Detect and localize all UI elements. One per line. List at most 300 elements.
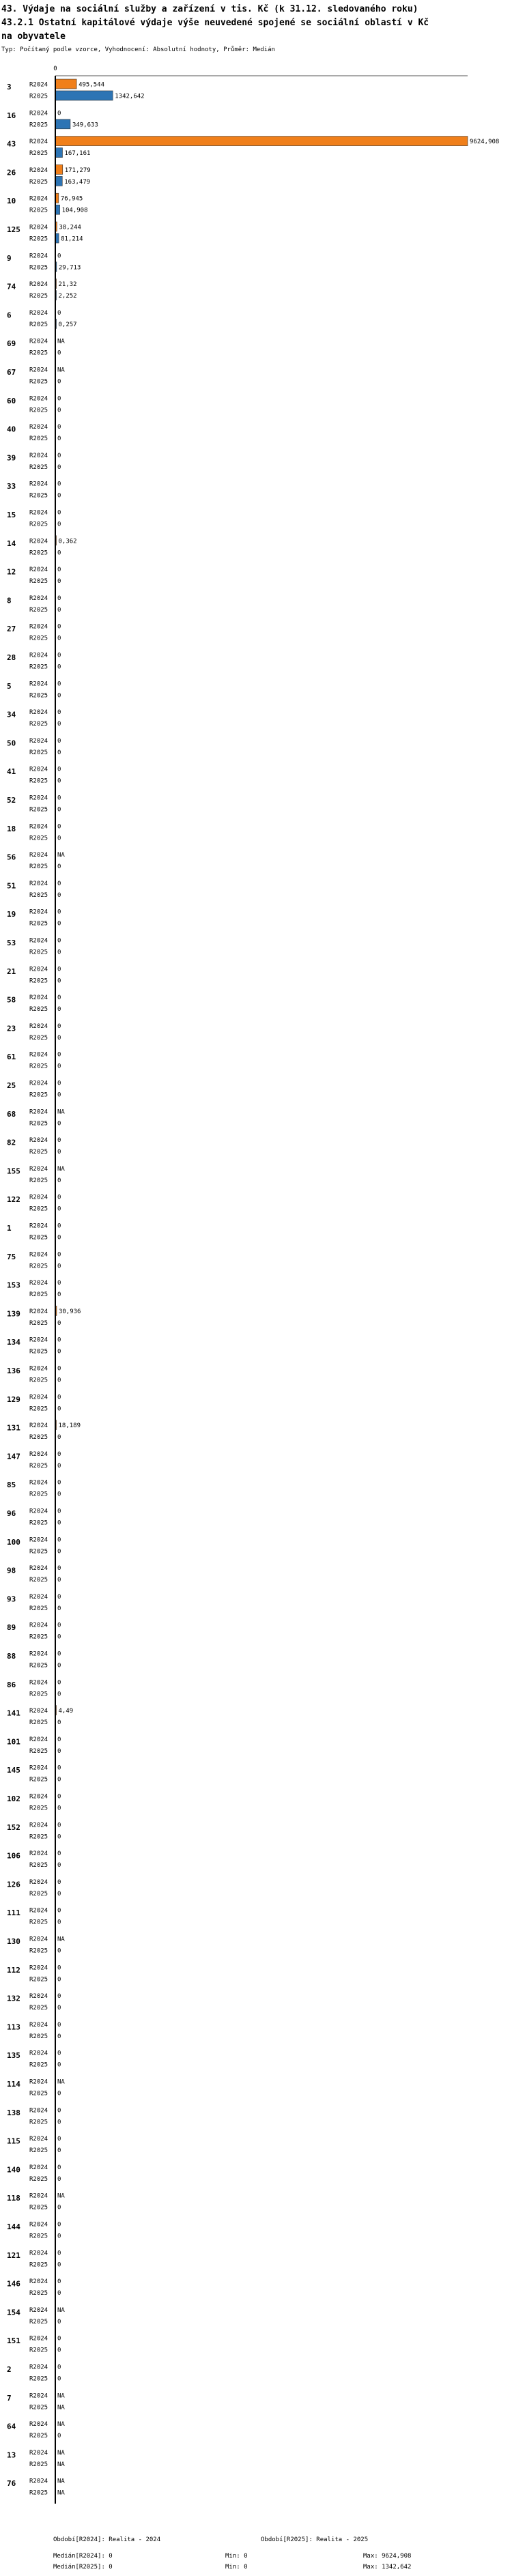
period-label-r2024: R2024 bbox=[29, 509, 48, 517]
value-label-r2025: NA bbox=[57, 2461, 65, 2468]
period-label-r2024: R2024 bbox=[29, 1222, 48, 1230]
value-label-r2025: 0 bbox=[57, 663, 61, 671]
period-label-r2025: R2025 bbox=[29, 1063, 48, 1070]
period-label-r2025: R2025 bbox=[29, 150, 48, 158]
period-label-r2025: R2025 bbox=[29, 1263, 48, 1270]
category-label: 121 bbox=[7, 2250, 20, 2260]
value-label-r2025: 0 bbox=[57, 2175, 61, 2183]
period-label-r2025: R2025 bbox=[29, 1291, 48, 1299]
category-label: 151 bbox=[7, 2336, 20, 2346]
period-label-r2024: R2024 bbox=[29, 309, 48, 317]
value-label-r2025: 163,479 bbox=[64, 178, 91, 186]
category-label: 129 bbox=[7, 1394, 20, 1404]
value-label-r2024: 4,49 bbox=[58, 1708, 74, 1715]
value-label-r2025: 0 bbox=[57, 1890, 61, 1898]
period-label-r2025: R2025 bbox=[29, 863, 48, 871]
period-label-r2025: R2025 bbox=[29, 121, 48, 129]
category-label: 146 bbox=[7, 2279, 20, 2289]
period-label-r2024: R2024 bbox=[29, 2278, 48, 2286]
category-label: 19 bbox=[7, 910, 16, 919]
period-label-r2024: R2024 bbox=[29, 1508, 48, 1515]
category-label: 1 bbox=[7, 1224, 12, 1233]
bar-r2025 bbox=[55, 91, 113, 100]
period-label-r2025: R2025 bbox=[29, 2119, 48, 2126]
bar-r2024 bbox=[55, 137, 468, 146]
category-label: 101 bbox=[7, 1737, 20, 1747]
category-label: 88 bbox=[7, 1652, 16, 1661]
period-label-r2024: R2024 bbox=[29, 1936, 48, 1943]
category-label: 16 bbox=[7, 111, 16, 120]
value-label-r2024: 0 bbox=[57, 1764, 61, 1772]
category-label: 12 bbox=[7, 567, 16, 577]
period-label-r2025: R2025 bbox=[29, 835, 48, 842]
value-label-r2024: 0 bbox=[57, 737, 61, 745]
value-label-r2025: 0 bbox=[57, 863, 61, 871]
category-label: 75 bbox=[7, 1252, 16, 1261]
value-label-r2025: 104,908 bbox=[61, 207, 88, 214]
value-label-r2024: 0 bbox=[57, 1907, 61, 1915]
value-label-r2025: 349,633 bbox=[72, 121, 98, 129]
period-label-r2025: R2025 bbox=[29, 492, 48, 500]
period-label-r2025: R2025 bbox=[29, 1405, 48, 1413]
value-label-r2025: 0 bbox=[57, 2147, 61, 2155]
period-label-r2024: R2024 bbox=[29, 737, 48, 745]
category-label: 140 bbox=[7, 2165, 20, 2175]
value-label-r2025: 0 bbox=[57, 378, 61, 386]
period-label-r2024: R2024 bbox=[29, 1993, 48, 2001]
category-label: 21 bbox=[7, 967, 16, 976]
category-label: 13 bbox=[7, 2450, 16, 2460]
value-label-r2025: 0 bbox=[57, 1833, 61, 1841]
value-label-r2025: 0 bbox=[57, 1662, 61, 1670]
period-label-r2025: R2025 bbox=[29, 606, 48, 614]
value-label-r2024: NA bbox=[57, 338, 65, 345]
value-label-r2025: 0 bbox=[57, 1776, 61, 1784]
value-label-r2024: 171,279 bbox=[64, 167, 91, 174]
category-label: 111 bbox=[7, 1908, 20, 1918]
value-label-r2024: NA bbox=[57, 2478, 65, 2485]
category-label: 50 bbox=[7, 739, 16, 748]
median-r2024: Medián[R2024]: 0 bbox=[53, 2553, 113, 2560]
period-label-r2025: R2025 bbox=[29, 1776, 48, 1784]
category-label: 26 bbox=[7, 168, 16, 177]
value-label-r2025: 0 bbox=[57, 1434, 61, 1442]
category-label: 138 bbox=[7, 2108, 20, 2117]
period-label-r2025: R2025 bbox=[29, 777, 48, 785]
category-label: 154 bbox=[7, 2308, 20, 2317]
period-label-r2025: R2025 bbox=[29, 1633, 48, 1641]
value-label-r2025: 0 bbox=[57, 2290, 61, 2298]
value-label-r2024: NA bbox=[57, 367, 65, 374]
period-label-r2024: R2024 bbox=[29, 2364, 48, 2371]
period-label-r2024: R2024 bbox=[29, 2192, 48, 2200]
value-label-r2024: 0 bbox=[57, 652, 61, 659]
period-label-r2024: R2024 bbox=[29, 852, 48, 859]
value-label-r2024: 0 bbox=[57, 481, 61, 488]
category-label: 139 bbox=[7, 1309, 20, 1319]
period-label-r2024: R2024 bbox=[29, 1679, 48, 1687]
value-label-r2025: 0 bbox=[57, 435, 61, 443]
value-label-r2024: 0 bbox=[57, 1593, 61, 1601]
value-label-r2024: 0 bbox=[57, 2364, 61, 2371]
period-label-r2025: R2025 bbox=[29, 2090, 48, 2098]
value-label-r2025: 0 bbox=[57, 1319, 61, 1327]
period-label-r2024: R2024 bbox=[29, 880, 48, 887]
value-label-r2024: 0 bbox=[57, 2278, 61, 2286]
period-label-r2024: R2024 bbox=[29, 2078, 48, 2086]
period-label-r2025: R2025 bbox=[29, 1976, 48, 1984]
period-label-r2024: R2024 bbox=[29, 1593, 48, 1601]
category-label: 7 bbox=[7, 2393, 12, 2403]
value-label-r2024: 30,936 bbox=[58, 1308, 81, 1315]
period-label-r2024: R2024 bbox=[29, 2164, 48, 2171]
period-label-r2025: R2025 bbox=[29, 2175, 48, 2183]
value-label-r2025: NA bbox=[57, 2404, 65, 2412]
value-label-r2024: 0 bbox=[57, 1536, 61, 1544]
category-label: 3 bbox=[7, 83, 12, 91]
period-label-r2024: R2024 bbox=[29, 1251, 48, 1259]
value-label-r2024: 0 bbox=[57, 1280, 61, 1287]
value-label-r2025: 0 bbox=[57, 1177, 61, 1184]
bar-r2025 bbox=[55, 148, 62, 158]
category-label: 85 bbox=[7, 1480, 16, 1490]
value-label-r2024: 0 bbox=[57, 1565, 61, 1573]
value-label-r2025: 0 bbox=[57, 1234, 61, 1242]
value-label-r2024: 0 bbox=[57, 1878, 61, 1886]
value-label-r2024: NA bbox=[57, 2306, 65, 2314]
max-r2024: Max: 9624,908 bbox=[363, 2553, 412, 2560]
value-label-r2025: 0 bbox=[57, 1034, 61, 1042]
period-label-r2025: R2025 bbox=[29, 1833, 48, 1841]
category-label: 18 bbox=[7, 824, 16, 833]
category-label: 64 bbox=[7, 2422, 16, 2431]
value-label-r2024: 0 bbox=[57, 509, 61, 517]
period-label-r2024: R2024 bbox=[29, 908, 48, 916]
period-label-r2024: R2024 bbox=[29, 1022, 48, 1030]
category-label: 131 bbox=[7, 1423, 20, 1433]
category-label: 153 bbox=[7, 1280, 20, 1290]
period-label-r2024: R2024 bbox=[29, 681, 48, 688]
value-label-r2025: 0 bbox=[57, 977, 61, 985]
value-label-r2025: 0 bbox=[57, 1919, 61, 1926]
bar-r2024 bbox=[55, 79, 76, 89]
period-label-r2025: R2025 bbox=[29, 349, 48, 357]
value-label-r2024: 0 bbox=[57, 1394, 61, 1401]
value-label-r2024: 0 bbox=[57, 709, 61, 717]
category-label: 27 bbox=[7, 625, 16, 634]
value-label-r2024: 0 bbox=[57, 908, 61, 916]
period-label-r2024: R2024 bbox=[29, 1878, 48, 1886]
period-label-r2024: R2024 bbox=[29, 224, 48, 231]
period-label-r2024: R2024 bbox=[29, 452, 48, 459]
period-label-r2025: R2025 bbox=[29, 293, 48, 300]
category-label: 56 bbox=[7, 853, 16, 862]
period-label-r2025: R2025 bbox=[29, 2290, 48, 2298]
period-label-r2025: R2025 bbox=[29, 378, 48, 386]
value-label-r2024: 0 bbox=[57, 2164, 61, 2171]
axis-zero-label: 0 bbox=[53, 66, 57, 72]
value-label-r2025: 81,214 bbox=[61, 235, 83, 243]
value-label-r2024: 0 bbox=[57, 994, 61, 1002]
value-label-r2025: 0 bbox=[57, 891, 61, 899]
value-label-r2024: 0 bbox=[57, 567, 61, 574]
value-label-r2025: 0 bbox=[57, 2119, 61, 2126]
period-label-r2025: R2025 bbox=[29, 1149, 48, 1156]
category-label: 60 bbox=[7, 396, 16, 405]
period-label-r2025: R2025 bbox=[29, 521, 48, 528]
category-label: 28 bbox=[7, 653, 16, 662]
period-label-r2025: R2025 bbox=[29, 1205, 48, 1213]
value-label-r2025: 0 bbox=[57, 1120, 61, 1128]
value-label-r2024: 0 bbox=[57, 1137, 61, 1145]
value-label-r2025: 0 bbox=[57, 1291, 61, 1299]
period-label-r2024: R2024 bbox=[29, 110, 48, 117]
category-label: 152 bbox=[7, 1822, 20, 1832]
value-label-r2025: 0 bbox=[57, 2233, 61, 2240]
value-label-r2024: 0 bbox=[57, 1251, 61, 1259]
category-label: 147 bbox=[7, 1452, 20, 1461]
period-label-r2025: R2025 bbox=[29, 2033, 48, 2040]
category-label: 69 bbox=[7, 339, 16, 349]
period-label-r2025: R2025 bbox=[29, 1491, 48, 1498]
period-label-r2024: R2024 bbox=[29, 167, 48, 174]
value-label-r2024: 0 bbox=[57, 253, 61, 260]
category-label: 34 bbox=[7, 710, 16, 719]
period-label-r2025: R2025 bbox=[29, 93, 48, 100]
value-label-r2025: 0 bbox=[57, 920, 61, 928]
period-label-r2025: R2025 bbox=[29, 2489, 48, 2497]
value-label-r2024: 0 bbox=[57, 2335, 61, 2343]
category-label: 68 bbox=[7, 1109, 16, 1119]
period-label-r2025: R2025 bbox=[29, 692, 48, 700]
value-label-r2025: 0 bbox=[57, 1519, 61, 1527]
period-label-r2025: R2025 bbox=[29, 207, 48, 214]
value-label-r2024: 0 bbox=[57, 1450, 61, 1458]
category-label: 58 bbox=[7, 995, 16, 1005]
period-label-r2025: R2025 bbox=[29, 2461, 48, 2468]
value-label-r2025: 0 bbox=[57, 1405, 61, 1413]
period-label-r2025: R2025 bbox=[29, 1691, 48, 1698]
category-label: 41 bbox=[7, 767, 16, 777]
value-label-r2025: 0 bbox=[57, 635, 61, 642]
period-label-r2025: R2025 bbox=[29, 2347, 48, 2354]
period-label-r2024: R2024 bbox=[29, 2050, 48, 2057]
period-label-r2024: R2024 bbox=[29, 2136, 48, 2143]
value-label-r2024: 0 bbox=[57, 1736, 61, 1743]
value-label-r2024: 38,244 bbox=[59, 224, 81, 231]
value-label-r2024: 18,189 bbox=[58, 1422, 81, 1430]
value-label-r2025: NA bbox=[57, 2489, 65, 2497]
value-label-r2024: 0 bbox=[57, 1365, 61, 1373]
category-label: 82 bbox=[7, 1138, 16, 1147]
value-label-r2025: 0 bbox=[57, 1377, 61, 1384]
value-label-r2025: 29,713 bbox=[58, 264, 81, 272]
period-label-r2025: R2025 bbox=[29, 1862, 48, 1870]
period-label-r2025: R2025 bbox=[29, 435, 48, 443]
period-label-r2024: R2024 bbox=[29, 2250, 48, 2257]
value-label-r2025: 0 bbox=[57, 1805, 61, 1812]
value-label-r2024: NA bbox=[57, 2449, 65, 2457]
value-label-r2025: 0 bbox=[57, 1063, 61, 1070]
value-label-r2025: 0 bbox=[57, 463, 61, 471]
category-label: 8 bbox=[7, 596, 12, 605]
category-label: 10 bbox=[7, 197, 16, 206]
value-label-r2024: 0 bbox=[57, 823, 61, 831]
category-label: 102 bbox=[7, 1794, 20, 1803]
value-label-r2025: 0 bbox=[57, 578, 61, 586]
period-label-r2024: R2024 bbox=[29, 1622, 48, 1629]
period-label-r2024: R2024 bbox=[29, 281, 48, 289]
period-label-r2025: R2025 bbox=[29, 1890, 48, 1898]
period-label-r2024: R2024 bbox=[29, 1907, 48, 1915]
period-label-r2025: R2025 bbox=[29, 1377, 48, 1384]
period-label-r2024: R2024 bbox=[29, 1365, 48, 1373]
value-label-r2025: 0 bbox=[57, 606, 61, 614]
period-label-r2024: R2024 bbox=[29, 1964, 48, 1972]
period-label-r2025: R2025 bbox=[29, 2204, 48, 2212]
period-label-r2025: R2025 bbox=[29, 1120, 48, 1128]
period-label-r2024: R2024 bbox=[29, 1650, 48, 1658]
period-label-r2025: R2025 bbox=[29, 1805, 48, 1812]
value-label-r2024: 0 bbox=[57, 1479, 61, 1487]
value-label-r2024: 0 bbox=[57, 2107, 61, 2115]
period-label-r2025: R2025 bbox=[29, 806, 48, 814]
value-label-r2024: 0 bbox=[57, 1993, 61, 2001]
period-label-r2024: R2024 bbox=[29, 1536, 48, 1544]
category-label: 136 bbox=[7, 1366, 20, 1375]
value-label-r2024: NA bbox=[57, 2192, 65, 2200]
value-label-r2025: 0 bbox=[57, 1605, 61, 1612]
value-label-r2025: 0,257 bbox=[58, 321, 77, 328]
period-label-r2025: R2025 bbox=[29, 2233, 48, 2240]
value-label-r2024: 0 bbox=[57, 2221, 61, 2229]
period-label-r2024: R2024 bbox=[29, 795, 48, 802]
min-r2025: Min: 0 bbox=[225, 2564, 248, 2571]
value-label-r2024: 0 bbox=[57, 1022, 61, 1030]
category-label: 2 bbox=[7, 2365, 12, 2374]
period-label-r2024: R2024 bbox=[29, 81, 48, 89]
value-label-r2024: 0 bbox=[57, 681, 61, 688]
value-label-r2024: 0,362 bbox=[58, 538, 77, 545]
value-label-r2024: 0 bbox=[57, 795, 61, 802]
value-label-r2024: 0 bbox=[57, 2136, 61, 2143]
category-label: 145 bbox=[7, 1766, 20, 1775]
value-label-r2024: 0 bbox=[57, 2050, 61, 2057]
chart-title-continuation: na obyvatele bbox=[1, 31, 66, 42]
category-label: 122 bbox=[7, 1195, 20, 1205]
period-label-r2024: R2024 bbox=[29, 1479, 48, 1487]
period-label-r2024: R2024 bbox=[29, 652, 48, 659]
value-label-r2024: 0 bbox=[57, 1051, 61, 1059]
period-label-r2024: R2024 bbox=[29, 1080, 48, 1087]
period-label-r2024: R2024 bbox=[29, 1394, 48, 1401]
value-label-r2024: 495,544 bbox=[79, 81, 105, 89]
period-label-r2024: R2024 bbox=[29, 1736, 48, 1743]
category-label: 96 bbox=[7, 1509, 16, 1518]
category-label: 40 bbox=[7, 425, 16, 434]
period-label-r2025: R2025 bbox=[29, 463, 48, 471]
period-label-r2025: R2025 bbox=[29, 1747, 48, 1755]
category-label: 113 bbox=[7, 2022, 20, 2032]
period-label-r2025: R2025 bbox=[29, 1034, 48, 1042]
value-label-r2024: NA bbox=[57, 2078, 65, 2086]
value-label-r2025: 0 bbox=[57, 949, 61, 956]
category-label: 89 bbox=[7, 1623, 16, 1633]
value-label-r2024: 0 bbox=[57, 937, 61, 945]
value-label-r2025: 0 bbox=[57, 1462, 61, 1470]
category-label: 67 bbox=[7, 368, 16, 377]
value-label-r2025: 0 bbox=[57, 492, 61, 500]
value-label-r2025: 0 bbox=[57, 1149, 61, 1156]
period-label-r2025: R2025 bbox=[29, 2061, 48, 2069]
value-label-r2024: 0 bbox=[57, 966, 61, 973]
value-label-r2025: 0 bbox=[57, 521, 61, 528]
value-label-r2024: 0 bbox=[57, 110, 61, 117]
value-label-r2025: 0 bbox=[57, 1691, 61, 1698]
period-label-r2025: R2025 bbox=[29, 1919, 48, 1926]
category-label: 9 bbox=[7, 253, 12, 263]
category-label: 115 bbox=[7, 2136, 20, 2146]
value-label-r2025: 0 bbox=[57, 1947, 61, 1955]
value-label-r2024: 0 bbox=[57, 623, 61, 631]
value-label-r2024: 0 bbox=[57, 1822, 61, 1829]
category-label: 125 bbox=[7, 225, 20, 234]
period-label-r2025: R2025 bbox=[29, 2261, 48, 2269]
period-label-r2024: R2024 bbox=[29, 766, 48, 773]
period-label-r2024: R2024 bbox=[29, 1194, 48, 1201]
period-label-r2024: R2024 bbox=[29, 2221, 48, 2229]
period-label-r2025: R2025 bbox=[29, 949, 48, 956]
bar-r2025 bbox=[55, 119, 70, 129]
period-label-r2025: R2025 bbox=[29, 2433, 48, 2440]
value-label-r2025: 0 bbox=[57, 806, 61, 814]
category-label: 86 bbox=[7, 1680, 16, 1689]
category-label: 6 bbox=[7, 311, 12, 320]
period-label-r2025: R2025 bbox=[29, 235, 48, 243]
period-label-r2025: R2025 bbox=[29, 1091, 48, 1099]
value-label-r2025: 0 bbox=[57, 1491, 61, 1498]
value-label-r2024: NA bbox=[57, 2392, 65, 2400]
period-label-r2024: R2024 bbox=[29, 1422, 48, 1430]
period-label-r2024: R2024 bbox=[29, 1565, 48, 1573]
value-label-r2024: 0 bbox=[57, 1222, 61, 1230]
category-label: 132 bbox=[7, 1994, 20, 2003]
value-label-r2025: 0 bbox=[57, 2347, 61, 2354]
period-label-r2024: R2024 bbox=[29, 1280, 48, 1287]
period-label-r2024: R2024 bbox=[29, 2478, 48, 2485]
category-label: 23 bbox=[7, 1024, 16, 1033]
period-label-r2024: R2024 bbox=[29, 2306, 48, 2314]
category-label: 155 bbox=[7, 1167, 20, 1176]
category-label: 100 bbox=[7, 1537, 20, 1547]
period-label-r2025: R2025 bbox=[29, 635, 48, 642]
value-label-r2025: 2,252 bbox=[58, 293, 77, 300]
value-label-r2024: NA bbox=[57, 1108, 65, 1116]
period-label-r2024: R2024 bbox=[29, 2421, 48, 2429]
category-label: 126 bbox=[7, 1880, 20, 1889]
period-label-r2024: R2024 bbox=[29, 595, 48, 602]
value-label-r2025: 0 bbox=[57, 1747, 61, 1755]
value-label-r2024: 0 bbox=[57, 2021, 61, 2029]
category-label: 39 bbox=[7, 453, 16, 463]
category-label: 134 bbox=[7, 1338, 20, 1347]
period-label-r2025: R2025 bbox=[29, 1947, 48, 1955]
period-label-r2024: R2024 bbox=[29, 195, 48, 203]
period-label-r2025: R2025 bbox=[29, 1519, 48, 1527]
value-label-r2024: 0 bbox=[57, 595, 61, 602]
value-label-r2025: 0 bbox=[57, 349, 61, 357]
period-label-r2025: R2025 bbox=[29, 321, 48, 328]
